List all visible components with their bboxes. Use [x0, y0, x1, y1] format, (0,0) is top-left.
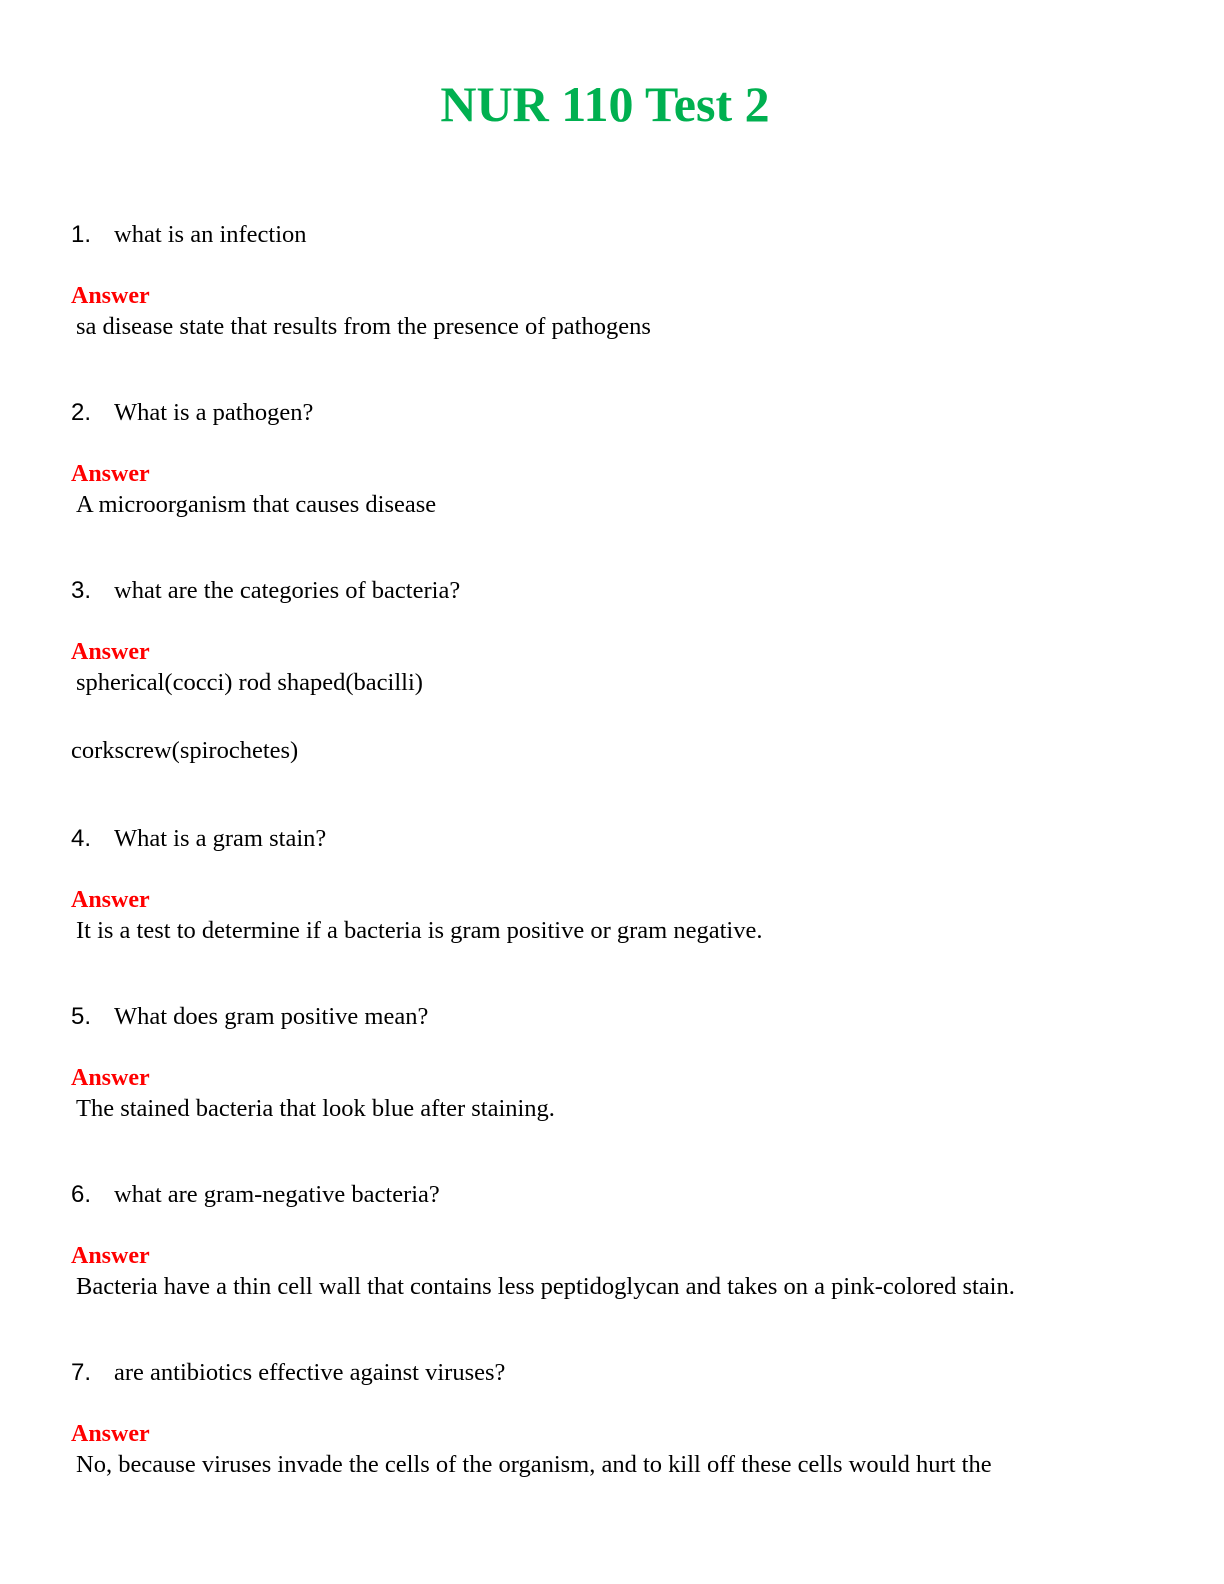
answer-text: spherical(cocci) rod shaped(bacilli) [76, 669, 423, 696]
question-number: 5. [71, 1003, 92, 1030]
answer-label: Answer [71, 887, 150, 913]
question-block [71, 1357, 1171, 1481]
question-number: 4. [71, 825, 92, 852]
question-text: what is an infection [114, 221, 307, 248]
answer-text: No, because viruses invade the cells of the organism, and to kill off these cells would hurt the [76, 1451, 992, 1478]
question-text: what are the categories of bacteria? [114, 577, 461, 604]
question-number: 7. [71, 1359, 92, 1386]
answer-text: The stained bacteria that look blue after staining. [76, 1095, 555, 1122]
question-text: what are gram-negative bacteria? [114, 1181, 440, 1208]
answer-label: Answer [71, 639, 150, 665]
answer-label: Answer [71, 1065, 150, 1091]
question-block [71, 1001, 1171, 1125]
question-block [71, 219, 1171, 343]
answer-label: Answer [71, 461, 150, 487]
question-line [71, 397, 1171, 429]
question-line [71, 1179, 1171, 1211]
answer-label: Answer [71, 1243, 150, 1269]
question-text: What is a gram stain? [114, 825, 327, 852]
answer-label: Answer [71, 1421, 150, 1447]
question-block [71, 397, 1171, 521]
question-block [71, 575, 1171, 767]
answer-label: Answer [71, 283, 150, 309]
question-text: are antibiotics effective against viruses? [114, 1359, 506, 1386]
question-line [71, 823, 1171, 855]
document-title: NUR 110 Test 2 [440, 76, 770, 132]
question-text: What is a pathogen? [114, 399, 314, 426]
question-line [71, 575, 1171, 607]
question-block [71, 823, 1171, 947]
question-number: 3. [71, 577, 92, 604]
question-number: 6. [71, 1181, 92, 1208]
question-line [71, 1001, 1171, 1033]
question-number: 1. [71, 221, 92, 248]
answer-text: sa disease state that results from the presence of pathogens [76, 313, 651, 340]
question-number: 2. [71, 399, 92, 426]
question-line [71, 1357, 1171, 1389]
question-line [71, 219, 1171, 251]
question-text: What does gram positive mean? [114, 1003, 429, 1030]
question-block [71, 1179, 1171, 1303]
answer-text: Bacteria have a thin cell wall that contains less peptidoglycan and takes on a pink-colored stain. [76, 1273, 1015, 1300]
answer-text-continued: corkscrew(spirochetes) [71, 737, 299, 764]
answer-text: A microorganism that causes disease [76, 491, 437, 518]
answer-text: It is a test to determine if a bacteria is gram positive or gram negative. [76, 917, 763, 944]
